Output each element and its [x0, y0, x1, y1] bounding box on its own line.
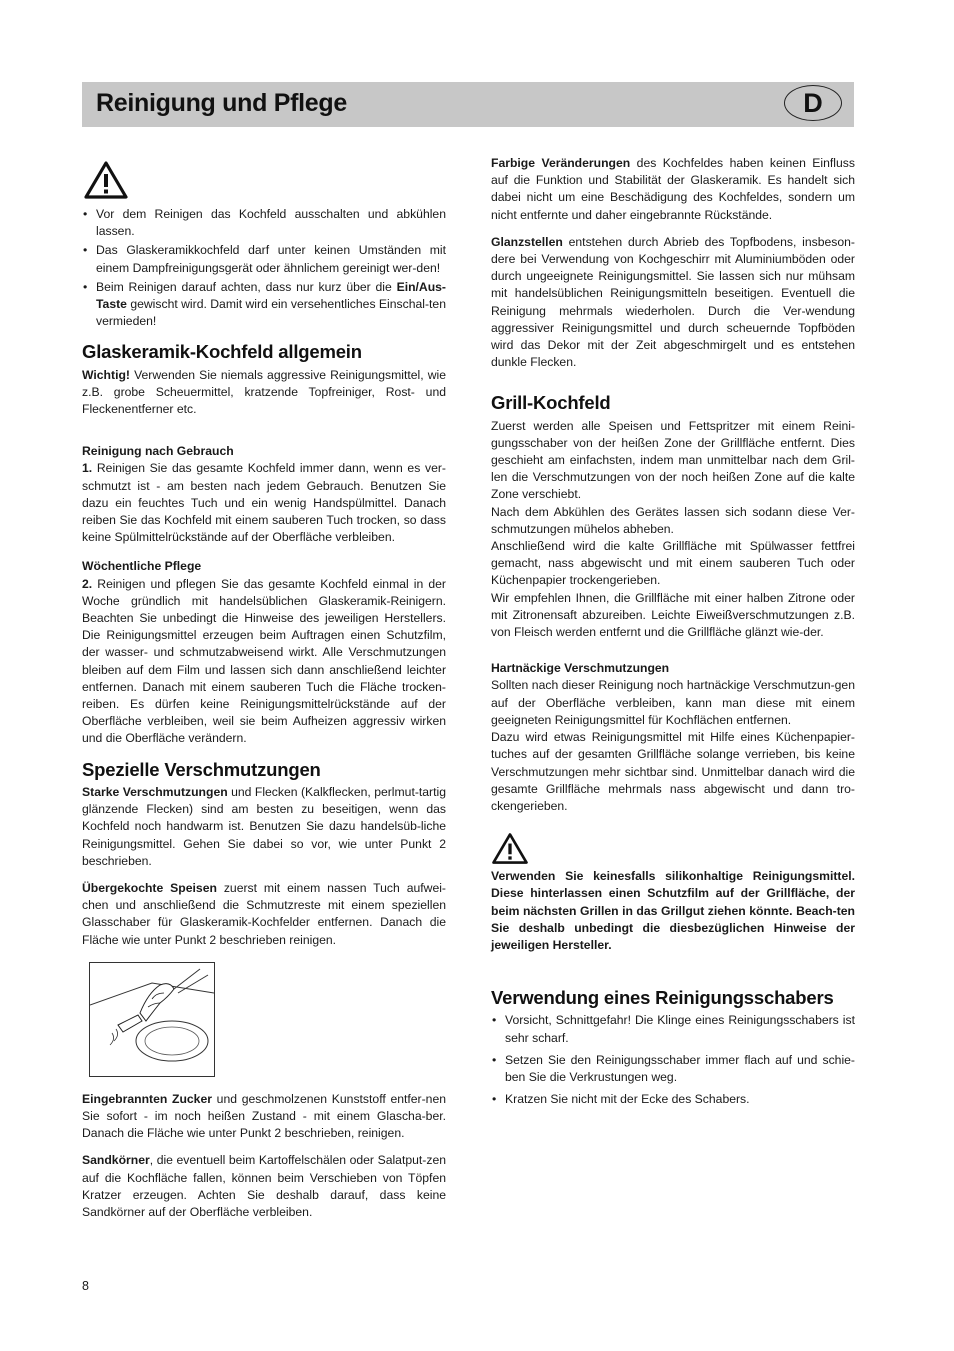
paragraph-zucker: Eingebrannten Zucker und geschmolzenen Kunststoff entfer-nen Sie sofort - im noch heißen Zustand - mit einem Glascha-ber. Danach die Fläche wie unter Punkt 2 beschrieben, reinigen. [82, 1091, 446, 1141]
list-item: • Beim Reinigen darauf achten, dass nur kurz über die Ein/Aus-Taste gewischt wird. Damit wird ein versehentliches Einschal-ten vermieden! [82, 279, 446, 331]
paragraph-hart-1: Sollten nach dieser Reinigung noch hartnäckige Verschmutzun-gen auf der Oberfläche verbleiben, kann man diese mit einem geeigneten Reinigungsmittel für Kochflächen entfernen. [491, 678, 855, 727]
section-heading-spezielle: Spezielle Verschmutzungen [82, 758, 321, 780]
paragraph-grill-2: Nach dem Abkühlen des Gerätes lassen sich sodann diese Ver-schmutzungen mühelos abheben. [491, 504, 855, 536]
warning-paragraph: Verwenden Sie keinesfalls silikonhaltige Reinigungsmittel. Diese hinterlassen einen Schutzfilm auf der Grillfläche, der beim nächsten Grillen in das Grillgut ziehen könnte. Beach-ten Sie deshalb unbedingt die diesbezüglichen Hinweise der jeweiligen Hersteller. [491, 869, 855, 952]
page-title: Reinigung und Pflege [96, 89, 347, 117]
list-item: • Das Glaskeramikkochfeld darf unter keinen Umständen mit einem Dampfreinigungsgerät oder ähnlichem gereinigt wer-den! [82, 242, 446, 276]
list-item: • Vorsicht, Schnittgefahr! Die Klinge eines Reinigungsschabers ist sehr scharf. [491, 1012, 855, 1046]
paragraph-grill-3: Anschließend wird die kalte Grillfläche mit Spülwasser fettfrei gemacht, nass abgewischt und mit einem sauberen Tuch oder Küchenpapier trockengerieben. [491, 539, 855, 588]
right-column [491, 155, 855, 1110]
warning-icon [83, 160, 129, 200]
paragraph-hart-2: Dazu wird etwas Reinigungsmittel mit Hilfe eines Küchenpapier-tuches auf der gesamten Grillfläche solange verrieben, bis keine Verschmutzungen mehr sichtbar sind. Unmittelbar danach wird die gesamte Grillfläche mehrmals nass abgewischt und dann tro-ckengerieben. [491, 730, 855, 813]
list-item: • Setzen Sie den Reinigungsschaber immer flach auf und schie-ben Sie die Verkrustungen weg. [491, 1052, 855, 1086]
left-column [82, 155, 446, 1221]
scraper-drawing [90, 963, 214, 1076]
page-header [82, 82, 854, 127]
list-item: • Vor dem Reinigen das Kochfeld ausschalten und abkühlen lassen. [82, 206, 446, 240]
section-heading-schaber: Verwendung eines Reinigungsschabers [491, 987, 834, 1009]
subheading-woechentlich: Wöchentliche Pflege [82, 559, 202, 574]
paragraph-woechentlich: 2. Reinigen und pflegen Sie das gesamte Kochfeld einmal in der Woche gründlich mit handelsüblichen Glaskeramik-Reinigern. Beachten Sie unbedingt die Hinweise des jeweiligen Herstellers. Die Reinigungsmittel erzeugen beim Auftragen einen Schutzfilm, der wasser- und schmutzabweisend wirkt. Alle Verschmutzungen bleiben auf dem Film und lassen sich dann anschließend leichter entfernen. Danach mit einem sauberen Tuch die Fläche trocken-reiben. Es dürfen keine Reinigungsmittelrückstände auf der Oberfläche verbleiben, weil sie beim Aufheizen aggressiv wirken und die Oberfläche verändern. [82, 576, 446, 746]
subheading-reinigung: Reinigung nach Gebrauch [82, 444, 234, 459]
language-badge: D [784, 85, 842, 121]
paragraph-grill-1: Zuerst werden alle Speisen und Fettspritzer mit einem Reini-gungsschaber von der heißen Zone der Grillfläche entfernt. Dies geschieht am einfachsten, indem man unmittelbar nach dem Gril-len die Verschmutzungen von der noch heißen Zone auf die kalte Zone verschiebt. [491, 418, 855, 502]
scraper-bullet-list [491, 1012, 855, 1108]
paragraph-reinigung: 1. Reinigen Sie das gesamte Kochfeld immer dann, wenn es ver-schmutzt ist - am besten nach jedem Gebrauch. Benutzen Sie dazu ein feuchtes Tuch und ein wenig Handspülmittel. Danach reiben Sie das Kochfeld mit einem sauberen Tuch trocken, so dass keine Spülmittelrückstände auf der Oberfläche verbleiben. [82, 461, 446, 545]
paragraph-grill-4: Wir empfehlen Ihnen, die Grillfläche mit einer halben Zitrone oder mit Zitronensaft abzureiben. Leichte Eiweißverschmutzungen z.B. von Fleisch werden entfernt und die Grillfläche glänzt wie-der. [491, 590, 855, 640]
paragraph-wichtig: Wichtig! Verwenden Sie niemals aggressive Reinigungsmittel, wie z.B. grobe Scheuermittel, kratzende Topfreiniger, Rost- und Fleckenentferner etc. [82, 367, 446, 417]
paragraph-starke: Starke Verschmutzungen und Flecken (Kalkflecken, perlmut-tartig glänzende Flecken) sind am besten zu beseitigen, wenn das Kochfeld noch handwarm ist. Benutzen Sie dazu handelsüb-liche Reinigungsmittel. Gehen Sie dabei so vor, wie unter Punkt 2 beschrieben. [82, 784, 446, 868]
scraper-illustration [89, 962, 215, 1077]
paragraph-glanz: Glanzstellen entstehen durch Abrieb des Topfbodens, insbeson-dere bei Verwendung von Kochgeschirr mit Aluminiumböden oder durch ungeeignete Reinigungsmittel. Sie lassen sich nur mühsam mit handelsüblichen Reinigungsmitteln beseitigen. Eventuell die Reinigung mehrmals wiederholen. Durch die Ver-wendung aggressiver Reinigungsmittel und durch scheuernde Topfböden wird das Dekor mit der Zeit abgeschmirgelt und es entstehen dunkle Flecken. [491, 234, 855, 370]
paragraph-sand: Sandkörner, die eventuell beim Kartoffelschälen oder Salatput-zen auf die Kochfläche fallen, können beim Verschieben von Töpfen Kratzer erzeugen. Achten Sie deshalb darauf, dass keine Sandkörner auf der Oberfläche verbleiben. [82, 1153, 446, 1219]
section-heading-grill: Grill-Kochfeld [491, 392, 611, 414]
paragraph-uebergekochte: Übergekochte Speisen zuerst mit einem nassen Tuch aufwei-chen und anschließend die Schmutzreste mit einem speziellen Glasschaber für Glaskeramik-Kochfelder entfernen. Danach die Fläche wie unter Punkt 2 beschrieben reinigen. [82, 880, 446, 947]
safety-bullet-list [82, 206, 446, 330]
subheading-hartnaeckig: Hartnäckige Verschmutzungen [491, 661, 670, 676]
list-item: • Kratzen Sie nicht mit der Ecke des Schabers. [491, 1091, 855, 1108]
section-heading-glaskeramik: Glaskeramik-Kochfeld allgemein [82, 341, 362, 363]
paragraph-farbige: Farbige Veränderungen des Kochfeldes haben keinen Einfluss auf die Funktion und Stabilität der Glaskeramik. Es handelt sich dabei nicht um eine Beschädigung des Kochfeldes, sondern um nicht entfernte und daher eingebrannte Rückstände. [491, 156, 855, 222]
warning-icon [491, 832, 529, 865]
page-number: 8 [82, 1279, 89, 1293]
